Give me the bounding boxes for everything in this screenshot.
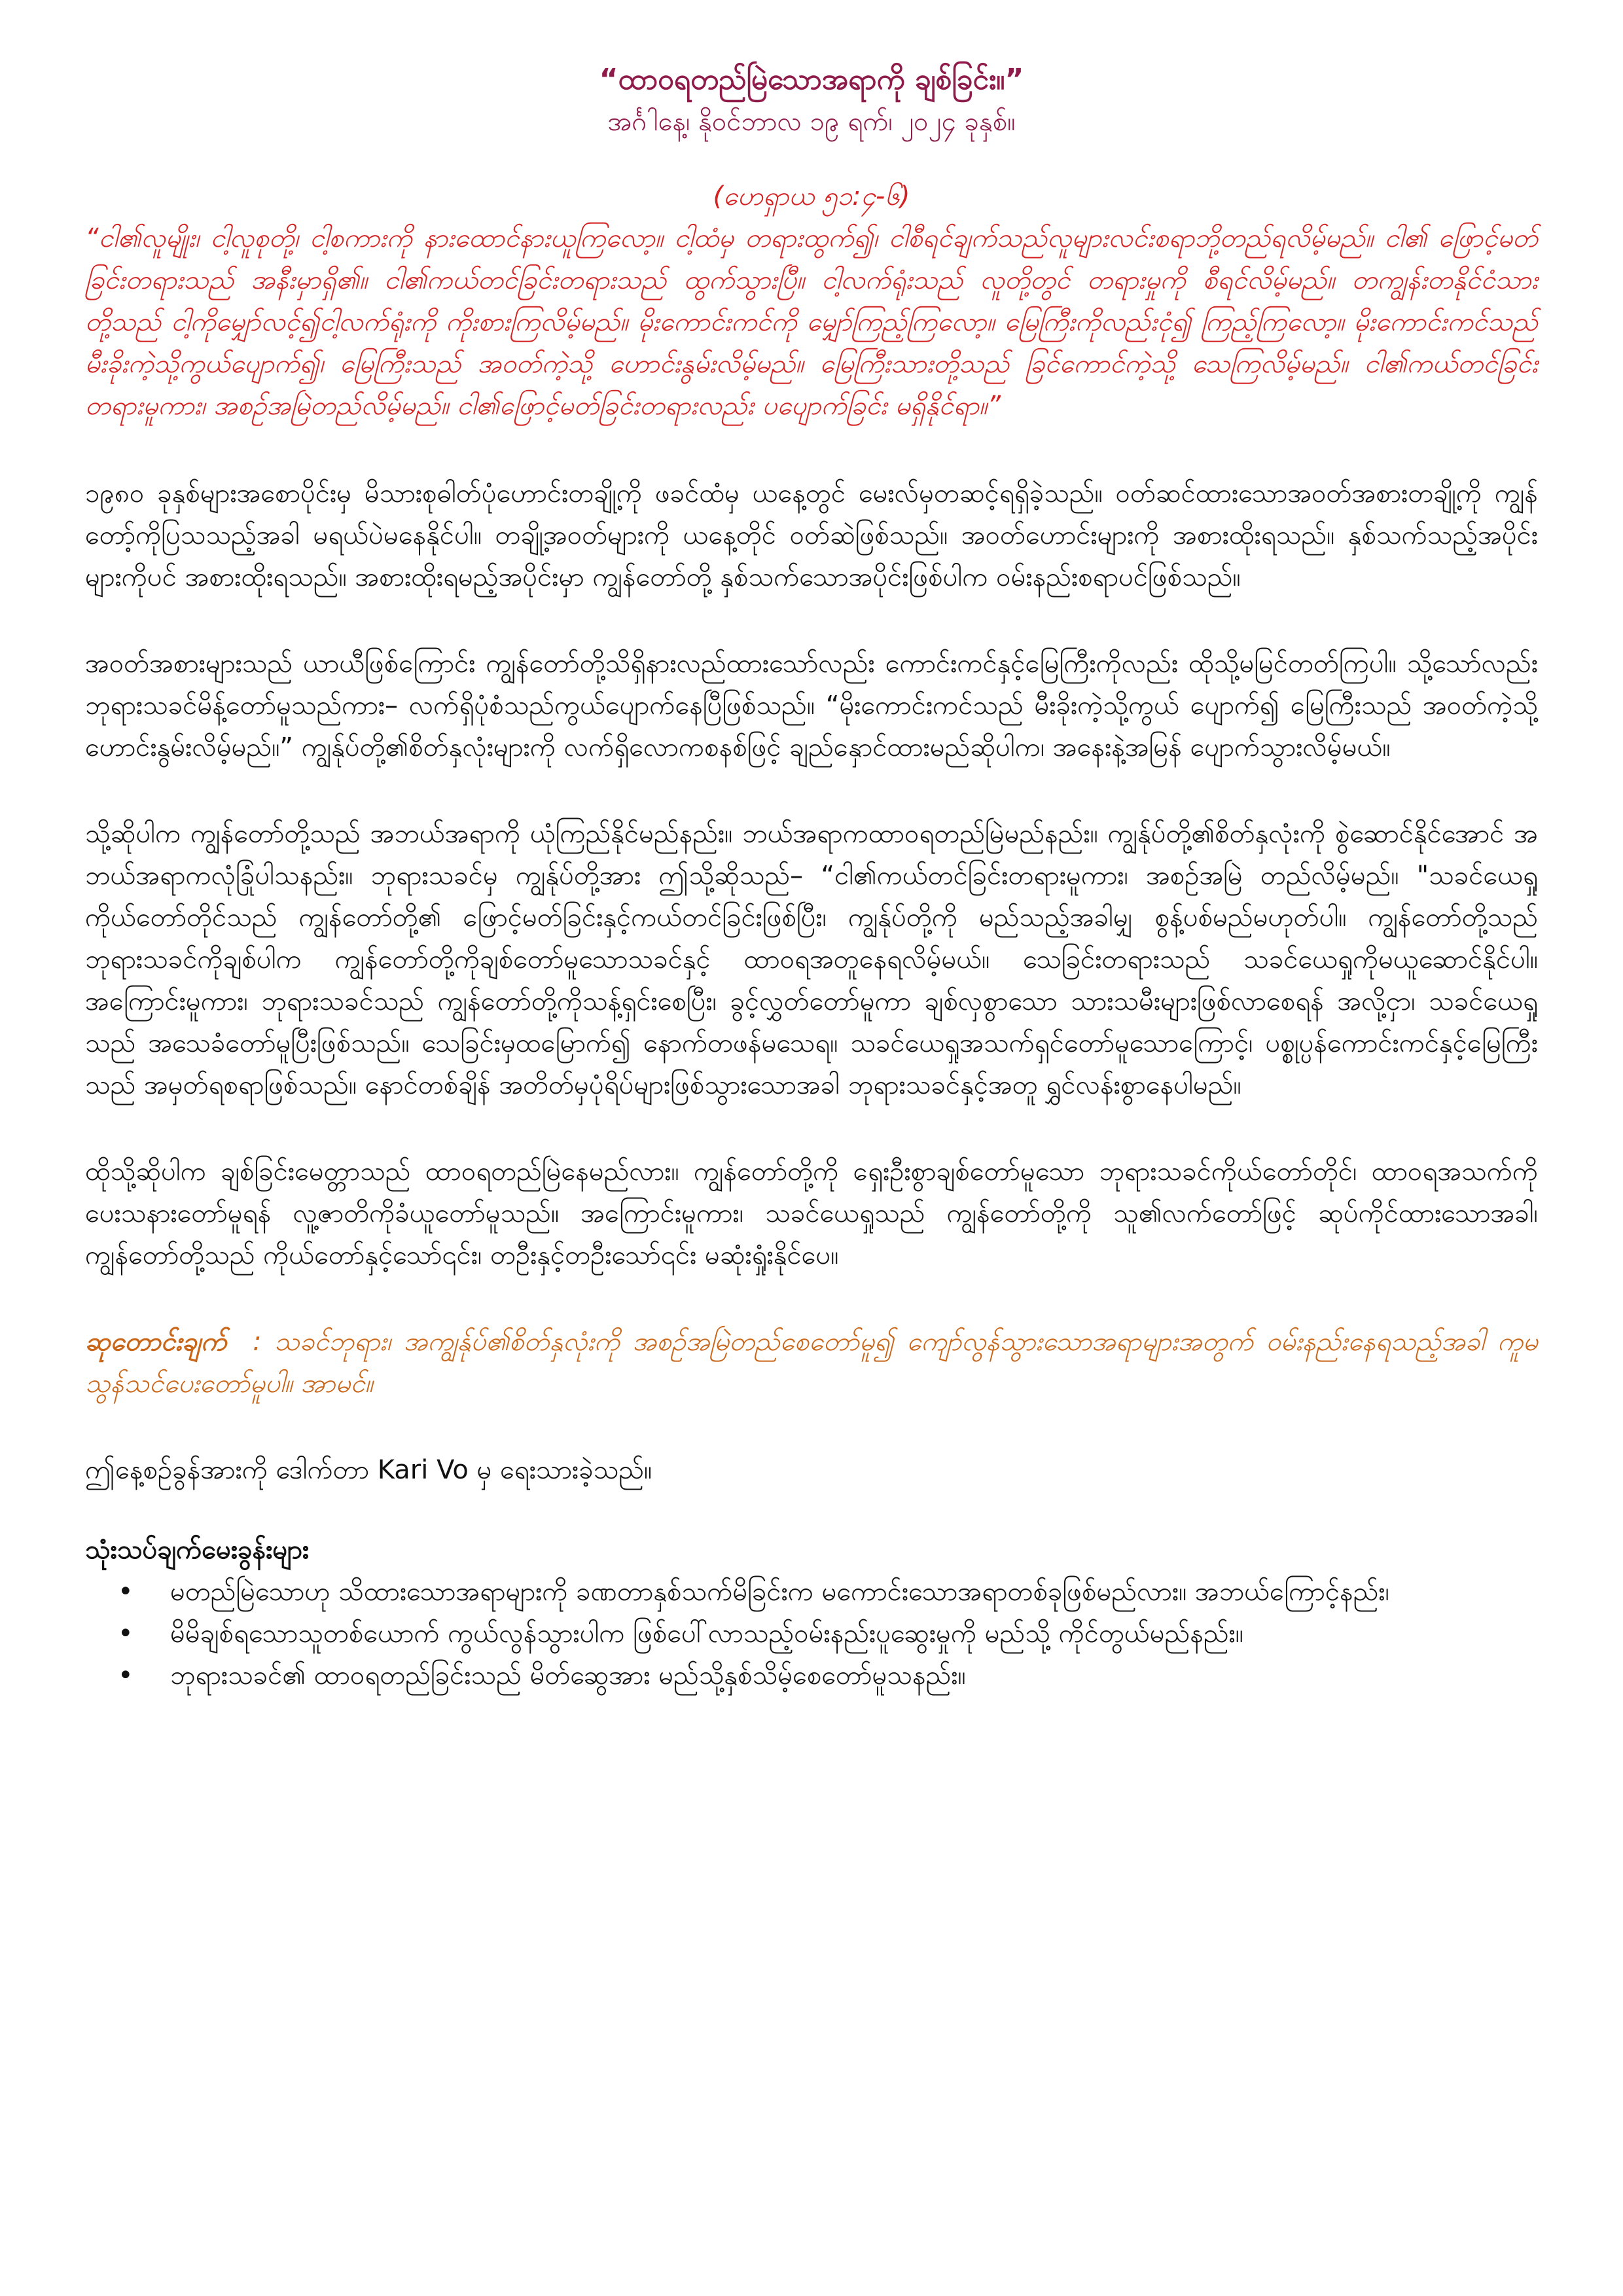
reflection-questions <box>85 1571 1538 1696</box>
body-paragraph-3: သို့ဆိုပါက ကျွန်တော်တို့သည် အဘယ်အရာကို ယုံကြည်နိုင်မည်နည်း။ ဘယ်အရာကထာဝရတည်မြဲမည်နည်း။ ကျွန်ုပ်တို့၏စိတ်နှလုံးကို စွဲဆောင်နိုင်အောင် အဘယ်အရာကလုံခြုံပါသနည်း။ ဘုရားသခင်မှ ကျွန်ုပ်တို့အား ဤသို့ဆိုသည်– “ငါ၏ကယ်တင်ခြင်းတရားမူကား၊ အစဉ်အမြဲ တည်လိမ့်မည်။ "သခင်ယေရှုကိုယ်တော်တိုင်သည် ကျွန်တော်တို့၏ ဖြောင့်မတ်ခြင်းနှင့်ကယ်တင်ခြင်းဖြစ်ပြီး၊ ကျွန်ုပ်တို့ကို မည်သည့်အခါမျှ စွန့်ပစ်မည်မဟုတ်ပါ။ ကျွန်တော်တို့သည် ဘုရားသခင်ကိုချစ်ပါက ကျွန်တော်တို့ကိုချစ်တော်မူသောသခင်နှင့် ထာဝရအတူနေရလိမ့်မယ်။ သေခြင်းတရားသည် သခင်ယေရှုကိုမယူဆောင်နိုင်ပါ။ အကြောင်းမူကား၊ ဘုရားသခင်သည် ကျွန်တော်တို့ကိုသန့်ရှင်းစေပြီး၊ ခွင့်လွှတ်တော်မူကာ ချစ်လှစွာသော သားသမီးများဖြစ်လာစေရန် အလို့ငှာ၊ သခင်ယေရှုသည် အသေခံတော်မူပြီးဖြစ်သည်။ သေခြင်းမှထမြောက်၍ နောက်တဖန်မသေရ။ သခင်ယေရှုအသက်ရှင်တော်မူသောကြောင့်၊ ပစ္စုပ္ပန်ကောင်းကင်နှင့်မြေကြီးသည် အမှတ်ရစရာဖြစ်သည်။ နောင်တစ်ချိန် အတိတ်မှပုံရိပ်များဖြစ်သွားသောအခါ ဘုရားသခင်နှင့်အတူ ရွှင်လန်းစွာနေပါမည်။ <box>85 819 1538 1100</box>
reflection-question-3 <box>85 1655 1538 1696</box>
bullet-icon: • <box>118 1660 134 1691</box>
question-text: မိမိချစ်ရသောသူတစ်ယောက် ကွယ်လွန်သွားပါက ဖြစ်ပေါ်လာသည့်ဝမ်းနည်းပူဆွေးမှုကို မည်သို့ ကိုင်တွယ်မည်နည်း။ <box>170 1619 1243 1649</box>
devotional-page <box>85 59 1538 1696</box>
author-line: ဤနေ့စဉ်ခွန်အားကို ဒေါက်တာ Kari Vo မှ ရေးသားခဲ့သည်။ <box>85 1455 652 1485</box>
prayer-label: ဆုတောင်းချက် <box>85 1327 227 1357</box>
question-text: ဘုရားသခင်၏ ထာဝရတည်ခြင်းသည် မိတ်ဆွေအား မည်သို့နှစ်သိမ့်စေတော်မူသနည်း။ <box>170 1660 966 1691</box>
body-paragraph-1: ၁၉၈၀ ခုနှစ်များအစောပိုင်းမှ မိသားစုဓါတ်ပုံဟောင်းတချို့ကို ဖခင်ထံမှ ယနေ့တွင် မေးလ်မှတဆင့်ရရှိခဲ့သည်။ ဝတ်ဆင်ထားသောအဝတ်အစားတချို့ကို ကျွန်တော့်ကိုပြသသည့်အခါ မရယ်ပဲမနေနိုင်ပါ။ တချို့အဝတ်များကို ယနေ့တိုင် ဝတ်ဆဲဖြစ်သည်။ အဝတ်ဟောင်းများကို အစားထိုးရသည်။ နှစ်သက်သည့်အပိုင်းများကိုပင် အစားထိုးရသည်။ အစားထိုးရမည့်အပိုင်းမှာ ကျွန်တော်တို့ နှစ်သက်သောအပိုင်းဖြစ်ပါက ဝမ်းနည်းစရာပင်ဖြစ်သည်။ <box>85 478 1538 592</box>
devotional-title: “ထာဝရတည်မြဲသောအရာကို ချစ်ခြင်း။” <box>599 63 1024 96</box>
bullet-icon: • <box>118 1577 134 1607</box>
reflection-question-1 <box>85 1571 1538 1613</box>
reflection-question-2 <box>85 1613 1538 1655</box>
body-paragraph-4: ထိုသို့ဆိုပါက ချစ်ခြင်းမေတ္တာသည် ထာဝရတည်မြဲနေမည်လား။ ကျွန်တော်တို့ကို ရှေးဦးစွာချစ်တော်မူသော ဘုရားသခင်ကိုယ်တော်တိုင်၊ ထာဝရအသက်ကို ပေးသနားတော်မူရန် လူ့ဇာတိကိုခံယူတော်မူသည်။ အကြောင်းမူကား၊ သခင်ယေရှုသည် ကျွန်တော်တို့ကို သူ၏လက်တော်ဖြင့် ဆုပ်ကိုင်ထားသောအခါ၊ ကျွန်တော်တို့သည် ကိုယ်တော်နှင့်သော်၎င်း၊ တဦးနှင့်တဦးသော်၎င်း မဆုံးရှုံးနိုင်ပေ။ <box>85 1157 1538 1270</box>
scripture-reference: (ဟေရှာယ ၅၁:၄-၆) <box>713 181 910 211</box>
prayer <box>85 1321 1538 1405</box>
body-paragraph-2: အဝတ်အစားများသည် ယာယီဖြစ်ကြောင်း ကျွန်တော်တို့သိရှိနားလည်ထားသော်လည်း ကောင်းကင်နှင့်မြေကြီးကိုလည်း ထိုသို့မမြင်တတ်ကြပါ။ သို့သော်လည်း ဘုရားသခင်မိန့်တော်မူသည်ကား– လက်ရှိပုံစံသည်ကွယ်ပျောက်နေပြီဖြစ်သည်။ “မိုးကောင်းကင်သည် မီးခိုးကဲ့သို့ကွယ် ပျောက်၍ မြေကြီးသည် အဝတ်ကဲ့သို့ဟောင်းနွမ်းလိမ့်မည်။” ကျွန်ုပ်တို့၏စိတ်နှလုံးများကို လက်ရှိလောကစနစ်ဖြင့် ချည်နှောင်ထားမည်ဆိုပါက၊ အနေးနဲ့အမြန် ပျောက်သွားလိမ့်မယ်။ <box>85 649 1538 762</box>
date-line: အင်္ဂါနေ့၊ နိုဝင်ဘာလ ၁၉ ရက်၊ ၂၀၂၄ ခုနှစ်။ <box>607 107 1016 137</box>
reflection-title: သုံးသပ်ချက်မေးခွန်းများ <box>85 1535 310 1565</box>
scripture-text: “ငါ၏လူမျိုး၊ ငါ့လူစုတို့၊ ငါ့စကားကို နားထောင်နားယူကြလော့။ ငါ့ထံမှ တရားထွက်၍၊ ငါစီရင်ချက်သည်လူများလင်းစရာဘို့တည်ရလိမ့်မည်။ ငါ၏ ဖြောင့်မတ်ခြင်းတရားသည် အနီးမှာရှိ၏။ ငါ၏ကယ်တင်ခြင်းတရားသည် ထွက်သွားပြီ။ ငါ့လက်ရုံးသည် လူတို့တွင် တရားမှုကို စီရင်လိမ့်မည်။ တကျွန်းတနိုင်ငံသားတို့သည် ငါ့ကိုမျှော်လင့်၍ငါ့လက်ရုံးကို ကိုးစားကြလိမ့်မည်။ မိုးကောင်းကင်ကို မျှော်ကြည့်ကြလော့။ မြေကြီးကိုလည်းငုံ၍ ကြည့်ကြလော့။ မိုးကောင်းကင်သည် မီးခိုးကဲ့သို့ကွယ်ပျောက်၍၊ မြေကြီးသည် အဝတ်ကဲ့သို့ ဟောင်းနွမ်းလိမ့်မည်။ မြေကြီးသားတို့သည် ခြင်ကောင်ကဲ့သို့ သေကြလိမ့်မည်။ ငါ၏ကယ်တင်ခြင်းတရားမူကား၊ အစဉ်အမြဲတည်လိမ့်မည်။ ငါ၏ဖြောင့်မတ်ခြင်းတရားလည်း ပပျောက်ခြင်း မရှိနိုင်ရာ။” <box>85 223 1538 421</box>
bullet-icon: • <box>118 1619 134 1649</box>
question-text: မတည်မြဲသောဟု သိထားသောအရာများကို ခဏတာနှစ်သက်မိခြင်းက မကောင်းသောအရာတစ်ခုဖြစ်မည်လား။ အဘယ်ကြောင့်နည်း၊ <box>170 1577 1389 1607</box>
prayer-text: : သခင်ဘုရား၊ အကျွန်ုပ်၏စိတ်နှလုံးကို အစဉ်အမြဲတည်စေတော်မူ၍ ကျော်လွန်သွားသောအရာများအတွက် ဝမ်းနည်းနေရသည့်အခါ ကူမသွန်သင်ပေးတော်မူပါ။ အာမင်။ <box>85 1327 1538 1399</box>
